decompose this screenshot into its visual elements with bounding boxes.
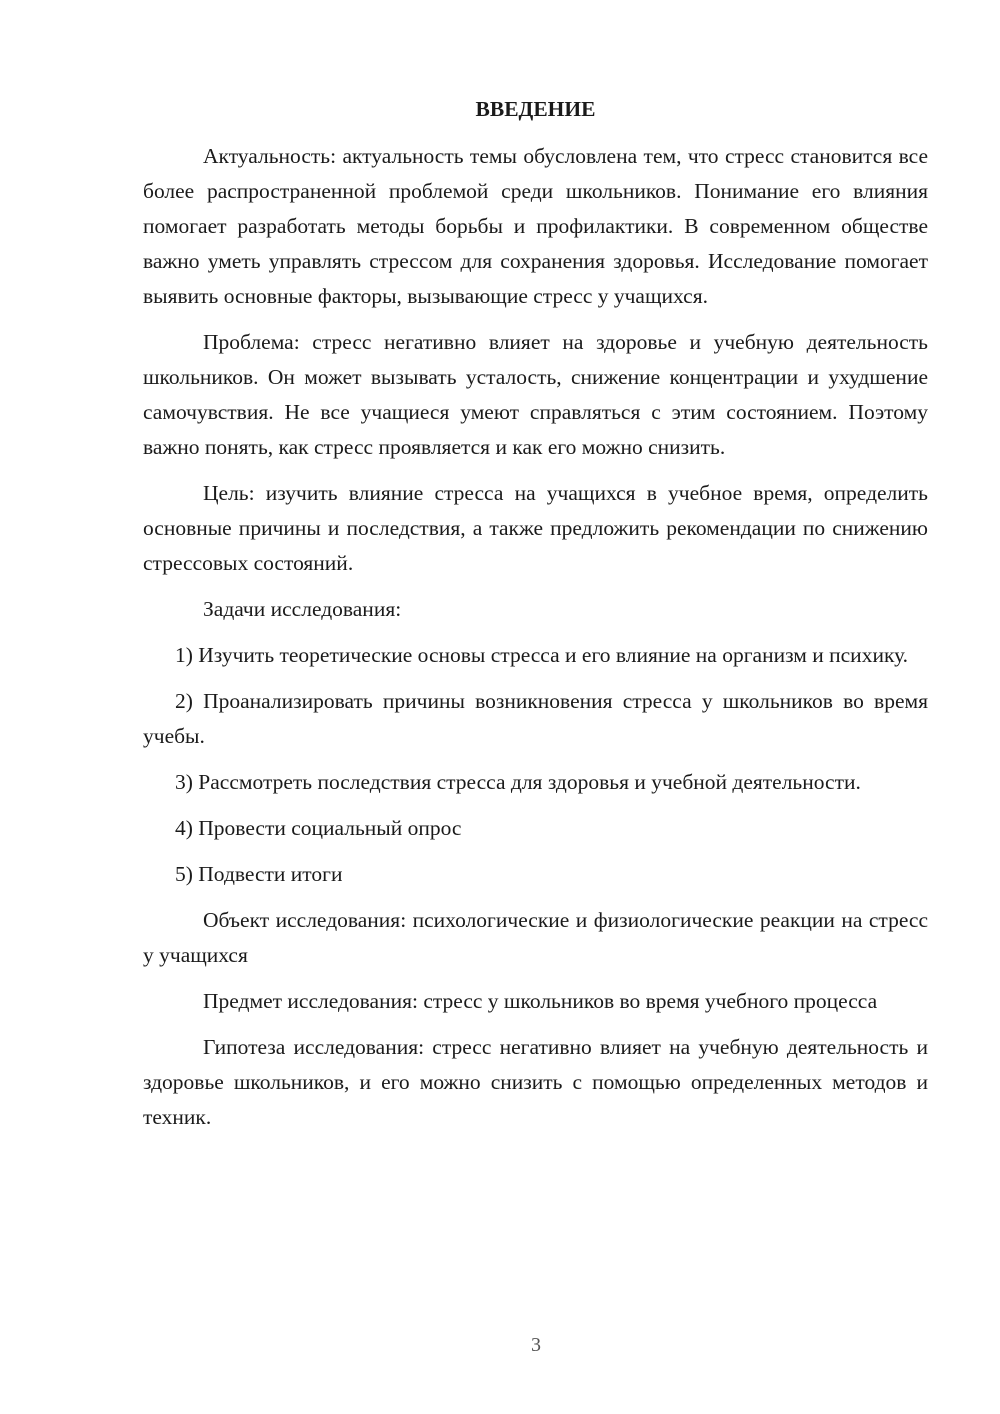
paragraph-object: Объект исследования: психологические и физиологические реакции на стресс у учащихся xyxy=(143,908,928,967)
task-item-2: 2) Проанализировать причины возникновения стресса у школьников во время учебы. xyxy=(143,689,928,748)
paragraph-problem: Проблема: стресс негативно влияет на здоровье и учебную деятельность школьников. Он может вызывать усталость, снижение концентрации и ухудшение самочувствия. Не все учащиеся умеют справляться с этим состоянием. Поэтому важно понять, как стресс проявляется и как его можно снизить. xyxy=(143,330,928,459)
task-item-3: 3) Рассмотреть последствия стресса для здоровья и учебной деятельности. xyxy=(175,770,861,794)
page-number: 3 xyxy=(531,1334,541,1356)
tasks-heading: Задачи исследования: xyxy=(203,597,402,621)
paragraph-subject: Предмет исследования: стресс у школьников во время учебного процесса xyxy=(203,989,878,1013)
paragraph-goal: Цель: изучить влияние стресса на учащихся в учебное время, определить основные причины и последствия, а также предложить рекомендации по снижению стрессовых состояний. xyxy=(143,481,928,575)
paragraph-relevance: Актуальность: актуальность темы обусловлена тем, что стресс становится все более распространенной проблемой среди школьников. Понимание его влияния помогает разработать методы борьбы и профилактики. В современном обществе важно уметь управлять стрессом для сохранения здоровья. Исследование помогает выявить основные факторы, вызывающие стресс у учащихся. xyxy=(143,144,928,308)
page-title: ВВЕДЕНИЕ xyxy=(475,97,596,121)
paragraph-hypothesis: Гипотеза исследования: стресс негативно влияет на учебную деятельность и здоровье школьников, и его можно снизить с помощью определенных методов и техник. xyxy=(143,1035,928,1129)
task-item-4: 4) Провести социальный опрос xyxy=(175,816,462,840)
task-item-1: 1) Изучить теоретические основы стресса и его влияние на организм и психику. xyxy=(175,643,909,667)
document-page xyxy=(143,92,928,1146)
task-item-5: 5) Подвести итоги xyxy=(175,862,343,886)
